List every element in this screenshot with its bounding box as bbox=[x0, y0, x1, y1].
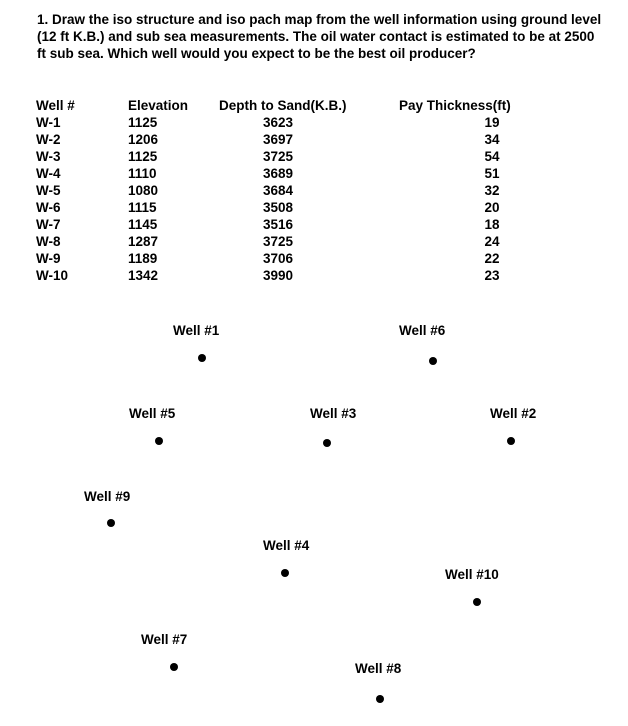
header-elevation: Elevation bbox=[128, 98, 189, 113]
table-row bbox=[36, 233, 557, 250]
depth-cell: 3725 bbox=[263, 234, 294, 249]
well-marker-icon bbox=[323, 439, 331, 447]
depth-cell: 3697 bbox=[263, 132, 294, 147]
table-row bbox=[36, 131, 557, 148]
depth-cell: 3689 bbox=[263, 166, 294, 181]
well-marker-icon bbox=[155, 437, 163, 445]
well-cell: W-3 bbox=[36, 149, 61, 164]
header-pay: Pay Thickness(ft) bbox=[399, 98, 511, 113]
elevation-cell: 1125 bbox=[128, 149, 158, 164]
depth-cell: 3684 bbox=[263, 183, 294, 198]
elevation-cell: 1125 bbox=[128, 115, 158, 130]
header-depth: Depth to Sand(K.B.) bbox=[219, 98, 347, 113]
well-marker-icon bbox=[376, 695, 384, 703]
well-marker-icon bbox=[107, 519, 115, 527]
header-well: Well # bbox=[36, 98, 75, 113]
depth-cell: 3623 bbox=[263, 115, 294, 130]
depth-cell: 3508 bbox=[263, 200, 294, 215]
well-label: Well #3 bbox=[310, 406, 357, 421]
pay-cell: 34 bbox=[484, 132, 500, 147]
elevation-cell: 1110 bbox=[128, 166, 157, 181]
well-cell: W-8 bbox=[36, 234, 61, 249]
elevation-cell: 1145 bbox=[128, 217, 158, 232]
well-label: Well #5 bbox=[129, 406, 176, 421]
elevation-cell: 1342 bbox=[128, 268, 159, 283]
well-cell: W-1 bbox=[36, 115, 61, 130]
pay-cell: 54 bbox=[484, 149, 500, 164]
table-row bbox=[36, 216, 557, 233]
table-row bbox=[36, 199, 557, 216]
elevation-cell: 1115 bbox=[128, 200, 157, 215]
well-label: Well #9 bbox=[84, 489, 131, 504]
elevation-cell: 1287 bbox=[128, 234, 159, 249]
well-cell: W-2 bbox=[36, 132, 61, 147]
depth-cell: 3516 bbox=[263, 217, 294, 232]
table-header-row bbox=[36, 97, 557, 114]
table-row bbox=[36, 165, 557, 182]
well-label: Well #2 bbox=[490, 406, 537, 421]
well-label: Well #4 bbox=[263, 538, 310, 553]
well-label: Well #6 bbox=[399, 323, 446, 338]
depth-cell: 3990 bbox=[263, 268, 294, 283]
depth-cell: 3725 bbox=[263, 149, 294, 164]
well-cell: W-6 bbox=[36, 200, 61, 215]
well-cell: W-7 bbox=[36, 217, 61, 232]
pay-cell: 20 bbox=[484, 200, 500, 215]
elevation-cell: 1206 bbox=[128, 132, 159, 147]
table-row bbox=[36, 148, 557, 165]
well-marker-icon bbox=[473, 598, 481, 606]
well-marker-icon bbox=[429, 357, 437, 365]
well-cell: W-10 bbox=[36, 268, 68, 283]
well-data-table bbox=[36, 97, 557, 284]
well-cell: W-4 bbox=[36, 166, 61, 181]
table-row bbox=[36, 250, 557, 267]
well-marker-icon bbox=[170, 663, 178, 671]
well-label: Well #10 bbox=[445, 567, 499, 582]
well-label: Well #7 bbox=[141, 632, 188, 647]
pay-cell: 19 bbox=[484, 115, 500, 130]
elevation-cell: 1189 bbox=[128, 251, 158, 266]
table-row bbox=[36, 182, 557, 199]
pay-cell: 22 bbox=[484, 251, 500, 266]
table-row bbox=[36, 267, 557, 284]
well-label: Well #1 bbox=[173, 323, 220, 338]
well-label: Well #8 bbox=[355, 661, 402, 676]
well-marker-icon bbox=[281, 569, 289, 577]
table-row bbox=[36, 114, 557, 131]
question-text: 1. Draw the iso structure and iso pach map from the well information using ground level (12 ft K.B.) and sub sea measurements. The oil water contact is estimated to be at 2500 ft sub sea. Which well would you expect to be the best oil producer? bbox=[37, 12, 602, 61]
pay-cell: 23 bbox=[484, 268, 500, 283]
depth-cell: 3706 bbox=[263, 251, 294, 266]
well-marker-icon bbox=[198, 354, 206, 362]
pay-cell: 51 bbox=[484, 166, 500, 181]
pay-cell: 32 bbox=[484, 183, 500, 198]
pay-cell: 18 bbox=[484, 217, 500, 232]
well-cell: W-9 bbox=[36, 251, 61, 266]
well-marker-icon bbox=[507, 437, 515, 445]
pay-cell: 24 bbox=[484, 234, 500, 249]
well-cell: W-5 bbox=[36, 183, 61, 198]
elevation-cell: 1080 bbox=[128, 183, 159, 198]
